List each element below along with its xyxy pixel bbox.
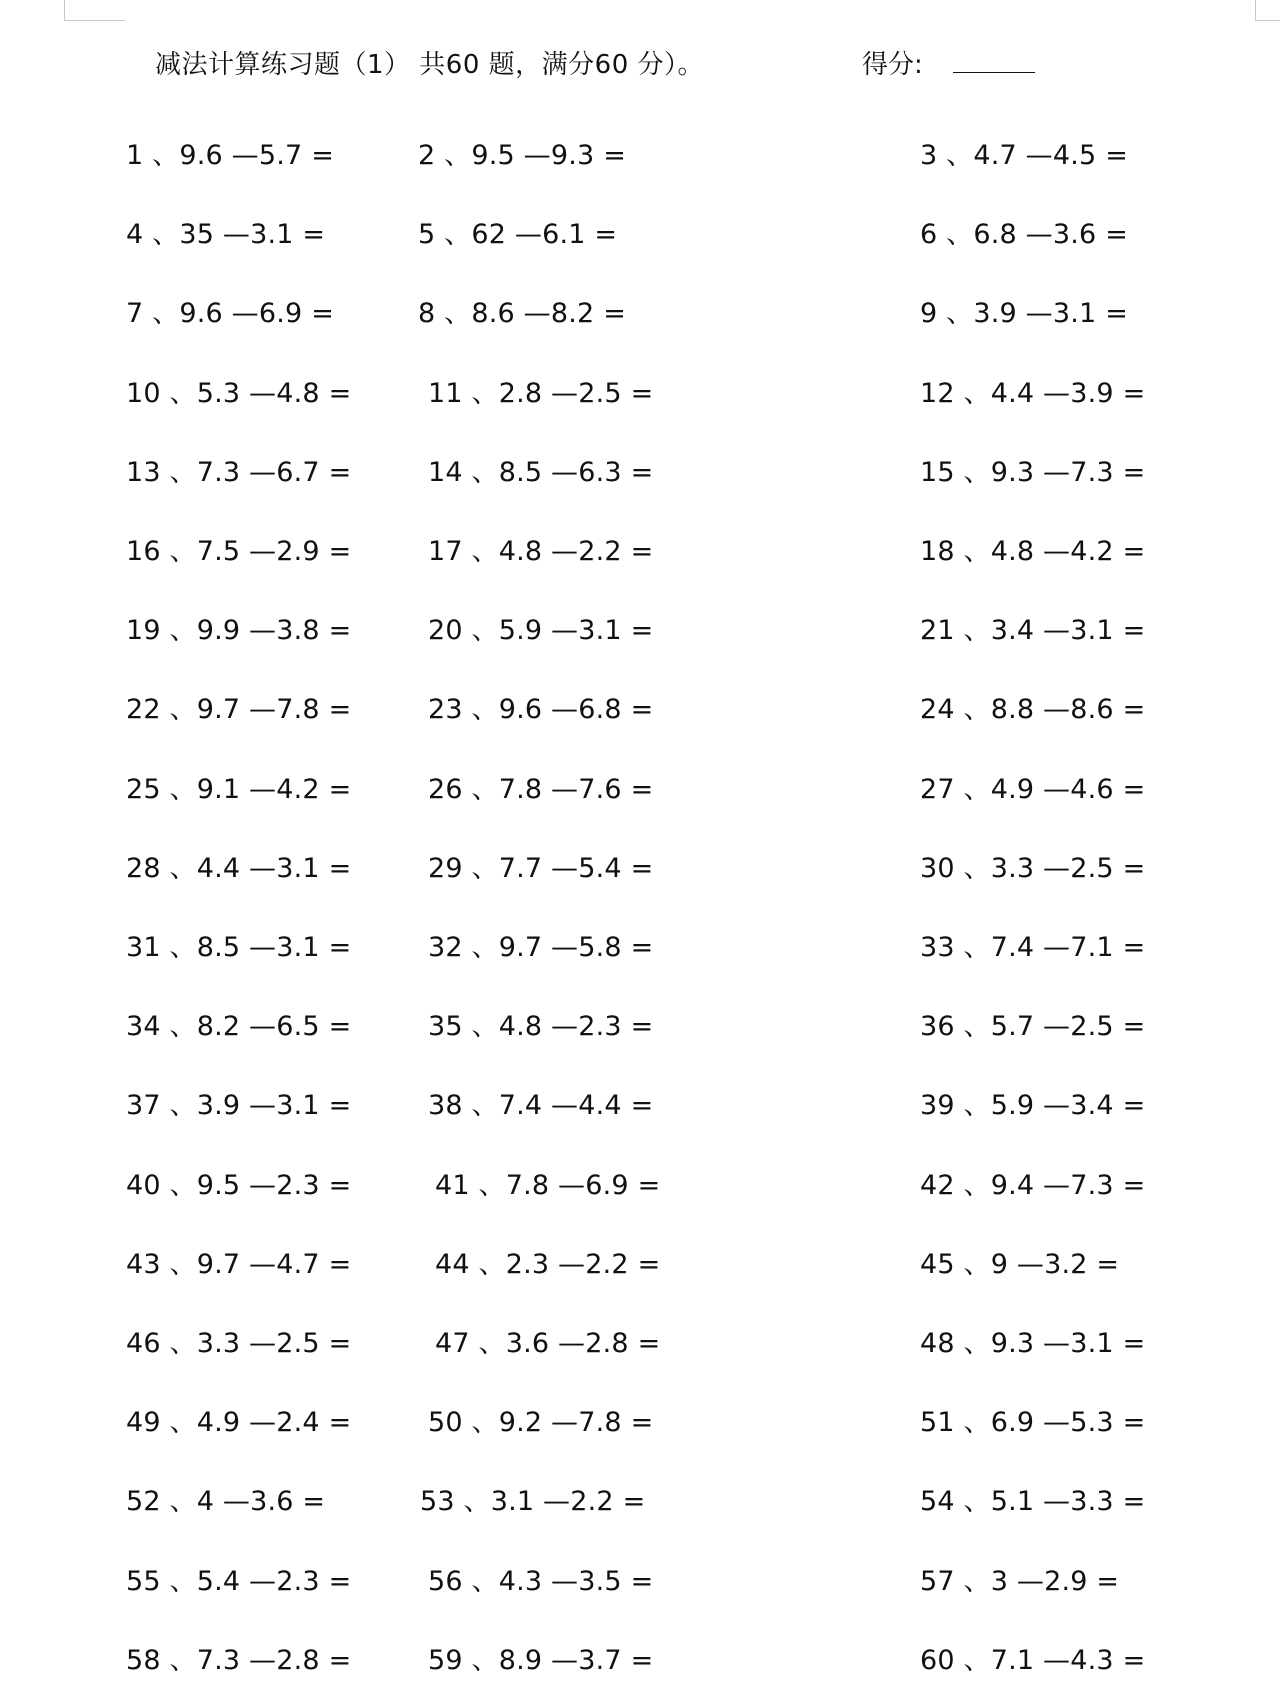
problem-item: 37 、3.9 —3.1 = (126, 1090, 352, 1122)
problem-item: 31 、8.5 —3.1 = (126, 932, 352, 963)
problem-item: 28 、4.4 —3.1 = (126, 852, 352, 884)
problem-item: 14 、8.5 —6.3 = (428, 456, 654, 488)
problem-item: 36 、5.7 —2.5 = (920, 1011, 1146, 1043)
problem-item: 40 、9.5 —2.3 = (126, 1169, 352, 1201)
problem-item: 12 、4.4 —3.9 = (920, 377, 1146, 409)
problem-item: 50 、9.2 —7.8 = (428, 1407, 654, 1439)
problem-item: 5 、62 —6.1 = (418, 219, 618, 251)
problem-item: 48 、9.3 —3.1 = (920, 1328, 1146, 1359)
problem-item: 15 、9.3 —7.3 = (920, 456, 1146, 488)
problem-item: 35 、4.8 —2.3 = (428, 1011, 654, 1043)
problem-item: 56 、4.3 —3.5 = (428, 1565, 654, 1597)
problem-item: 13 、7.3 —6.7 = (126, 456, 352, 488)
problem-item: 21 、3.4 —3.1 = (920, 615, 1146, 647)
problem-item: 6 、6.8 —3.6 = (920, 219, 1129, 251)
problem-item: 1 、9.6 —5.7 = (126, 140, 335, 171)
problem-item: 24 、8.8 —8.6 = (920, 694, 1146, 726)
problem-item: 47 、3.6 —2.8 = (435, 1328, 661, 1359)
problem-item: 45 、9 —3.2 = (920, 1248, 1120, 1280)
problem-item: 16 、7.5 —2.9 = (126, 536, 352, 567)
problem-item: 32 、9.7 —5.8 = (428, 932, 654, 963)
problem-item: 41 、7.8 —6.9 = (435, 1169, 661, 1201)
problem-item: 59 、8.9 —3.7 = (428, 1644, 654, 1676)
problem-item: 60 、7.1 —4.3 = (920, 1644, 1146, 1676)
problem-item: 3 、4.7 —4.5 = (920, 140, 1129, 171)
problem-item: 25 、9.1 —4.2 = (126, 773, 352, 805)
problem-item: 33 、7.4 —7.1 = (920, 932, 1146, 963)
problem-item: 26 、7.8 —7.6 = (428, 773, 654, 805)
problem-item: 54 、5.1 —3.3 = (920, 1486, 1146, 1518)
score-label: 得分: (862, 50, 923, 80)
page-corner-mark-left (64, 0, 125, 21)
problem-item: 29 、7.7 —5.4 = (428, 852, 654, 884)
problem-item: 20 、5.9 —3.1 = (428, 615, 654, 647)
problem-item: 42 、9.4 —7.3 = (920, 1169, 1146, 1201)
problem-item: 4 、35 —3.1 = (126, 219, 326, 251)
problem-item: 8 、8.6 —8.2 = (418, 298, 627, 330)
problem-item: 23 、9.6 —6.8 = (428, 694, 654, 726)
problem-item: 55 、5.4 —2.3 = (126, 1565, 352, 1597)
problem-item: 43 、9.7 —4.7 = (126, 1248, 352, 1280)
problem-item: 38 、7.4 —4.4 = (428, 1090, 654, 1122)
problem-item: 51 、6.9 —5.3 = (920, 1407, 1146, 1439)
problem-item: 53 、3.1 —2.2 = (420, 1486, 646, 1518)
problem-item: 52 、4 —3.6 = (126, 1486, 326, 1518)
problem-item: 2 、9.5 —9.3 = (418, 140, 627, 171)
page-corner-mark-right (1255, 0, 1280, 21)
problem-item: 46 、3.3 —2.5 = (126, 1328, 352, 1359)
problem-item: 27 、4.9 —4.6 = (920, 773, 1146, 805)
score-field (862, 44, 1035, 81)
problem-item: 49 、4.9 —2.4 = (126, 1407, 352, 1439)
problem-item: 30 、3.3 —2.5 = (920, 852, 1146, 884)
problem-item: 44 、2.3 —2.2 = (435, 1248, 661, 1280)
problem-item: 58 、7.3 —2.8 = (126, 1644, 352, 1676)
problem-item: 22 、9.7 —7.8 = (126, 694, 352, 726)
score-blank (953, 50, 1035, 73)
problem-item: 57 、3 —2.9 = (920, 1565, 1120, 1597)
worksheet-title: 减法计算练习题（1） 共60 题，满分60 分）。 (155, 50, 705, 80)
problem-item: 18 、4.8 —4.2 = (920, 536, 1146, 567)
problem-item: 17 、4.8 —2.2 = (428, 536, 654, 567)
problem-item: 7 、9.6 —6.9 = (126, 298, 335, 330)
problem-item: 34 、8.2 —6.5 = (126, 1011, 352, 1043)
problem-item: 19 、9.9 —3.8 = (126, 615, 352, 647)
problem-item: 10 、5.3 —4.8 = (126, 377, 352, 409)
problem-item: 9 、3.9 —3.1 = (920, 298, 1129, 330)
problem-item: 39 、5.9 —3.4 = (920, 1090, 1146, 1122)
problem-item: 11 、2.8 —2.5 = (428, 377, 654, 409)
